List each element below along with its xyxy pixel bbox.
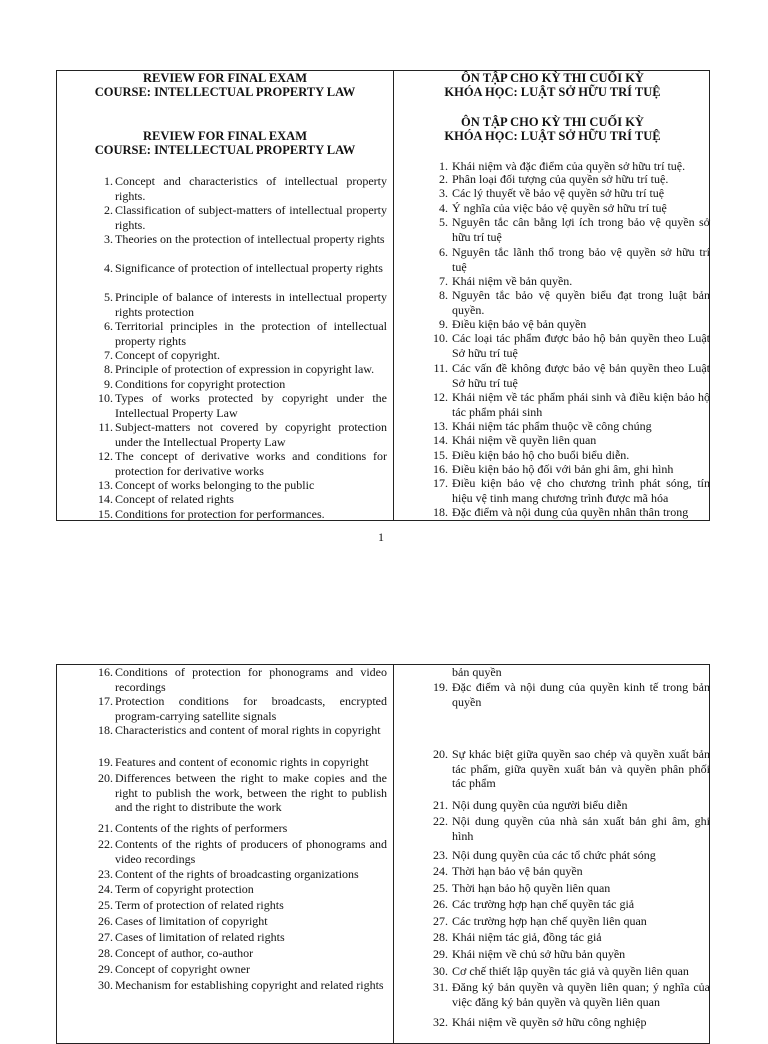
- list-item-text: Contents of the rights of performers: [115, 821, 288, 835]
- list-item: [439, 201, 710, 216]
- list-item-text: Khái niệm về quyền liên quan: [452, 433, 597, 447]
- list-item-text: Nội dung quyền của người biểu diễn: [452, 798, 628, 812]
- list-item-number: 18.: [433, 505, 448, 519]
- list-item-text: Concept of related rights: [115, 492, 234, 506]
- list-item-number: 20.: [433, 747, 448, 761]
- list-item: [104, 232, 387, 247]
- list-item-number: 26.: [433, 897, 448, 911]
- list-item-text: Concept of copyright.: [115, 348, 220, 362]
- list-item-number: 29.: [433, 947, 448, 961]
- list-item: [433, 361, 710, 390]
- list-item: [433, 980, 710, 1009]
- list-item-number: 11.: [433, 361, 448, 375]
- list-item: [98, 723, 387, 738]
- list-item-text: Điều kiện bảo hộ cho buổi biểu diễn.: [452, 448, 630, 462]
- list-item-text: Các lý thuyết về bảo vệ quyền sở hữu trí tuệ: [452, 186, 665, 200]
- list-item-text: Characteristics and content of moral rights in copyright: [115, 723, 381, 737]
- list-item-text: Conditions for protection for performances.: [115, 507, 325, 521]
- list-item-number: 8.: [104, 362, 113, 376]
- list-item-text: Cases of limitation of related rights: [115, 930, 285, 944]
- list-item-number: 24.: [98, 882, 113, 896]
- list-item-number: 2.: [104, 203, 113, 217]
- list-item: [433, 419, 710, 434]
- list-item-text: Nội dung quyền của nhà sản xuất bản ghi âm, ghi hình: [452, 814, 710, 843]
- list-item-text: Term of protection of related rights: [115, 898, 284, 912]
- list-item-number: 26.: [98, 914, 113, 928]
- list-item-text: Classification of subject-matters of intellectual property rights.: [115, 203, 387, 232]
- list-item: [433, 930, 710, 945]
- list-item-number: 3.: [104, 232, 113, 246]
- list-item-text: Nguyên tắc lãnh thổ trong bảo vệ quyền sở hữu trí tuệ: [452, 245, 710, 274]
- list-item-text: Điều kiện bảo vệ cho chương trình phát sóng, tín hiệu vệ tinh mang chương trình được mã hóa: [452, 476, 710, 505]
- list-item-text: Thời hạn bảo hộ quyền liên quan: [452, 881, 611, 895]
- list-item-number: 30.: [433, 964, 448, 978]
- list-item: [104, 290, 387, 319]
- list-item-number: 23.: [98, 867, 113, 881]
- list-item-number: 6.: [104, 319, 113, 333]
- list-item-number: 5.: [439, 215, 448, 229]
- list-item-number: 14.: [433, 433, 448, 447]
- list-item: [433, 505, 710, 520]
- list-item-number: 31.: [433, 980, 448, 994]
- list-item-number: 2.: [439, 172, 448, 186]
- vietnamese-heading-2: ÔN TẬP CHO KỲ THI CUỐI KỲ KHÓA HỌC: LUẬT SỞ HỮU TRÍ TUỆ: [444, 115, 661, 143]
- list-item-text: Khái niệm về chủ sở hữu bản quyền: [452, 947, 626, 961]
- list-item-text: Term of copyright protection: [115, 882, 254, 896]
- page2-table: [56, 664, 710, 1044]
- list-item: [433, 897, 710, 912]
- list-item-number: 7.: [104, 348, 113, 362]
- list-item: [98, 821, 387, 836]
- page1-table: [56, 70, 710, 521]
- list-item: [439, 186, 710, 201]
- list-item: [104, 174, 387, 203]
- list-item-number: 16.: [98, 665, 113, 679]
- list-item-text: Concept of copyright owner: [115, 962, 250, 976]
- english-heading-1: REVIEW FOR FINAL EXAM COURSE: INTELLECTUAL PROPERTY LAW: [94, 71, 356, 99]
- list-item-number: 1.: [439, 159, 448, 173]
- list-item: [433, 390, 710, 419]
- list-item-text: Conditions of protection for phonograms and video recordings: [115, 665, 387, 694]
- list-item-text: Theories on the protection of intellectual property rights: [115, 232, 385, 246]
- list-item-number: 5.: [104, 290, 113, 304]
- list-item-text: Protection conditions for broadcasts, encrypted program-carrying satellite signals: [115, 694, 387, 723]
- list-item: [439, 274, 710, 289]
- list-item: [98, 694, 387, 723]
- list-item-text: Nguyên tắc bảo vệ quyền biểu đạt trong luật bản quyền.: [452, 288, 710, 317]
- list-item-text: The concept of derivative works and conditions for protection for derivative works: [115, 449, 387, 478]
- list-item-text: Khái niệm về tác phẩm phái sinh và điều kiện bảo hộ tác phẩm phái sinh: [452, 390, 710, 419]
- list-item-number: 13.: [433, 419, 448, 433]
- list-item: [98, 914, 387, 929]
- list-item: [104, 377, 387, 392]
- list-item-number: 17.: [433, 476, 448, 490]
- list-item: [98, 449, 387, 478]
- list-item-text: Conditions for copyright protection: [115, 377, 286, 391]
- list-item-number: 19.: [98, 755, 113, 769]
- list-item-number: 8.: [439, 288, 448, 302]
- list-item: [98, 930, 387, 945]
- list-item-text: Khái niệm về quyền sở hữu công nghiệp: [452, 1015, 647, 1029]
- list-item: [433, 462, 710, 477]
- list-item-text: Khái niệm tác giả, đồng tác giả: [452, 930, 602, 944]
- list-item-number: 10.: [433, 331, 448, 345]
- list-item-number: 14.: [98, 492, 113, 506]
- list-item-text: Các loại tác phẩm được bảo hộ bản quyền theo Luật Sở hữu trí tuệ: [452, 331, 710, 360]
- list-item: [98, 771, 387, 815]
- list-item: [98, 492, 387, 507]
- list-item: [439, 245, 710, 274]
- list-item-number: 11.: [98, 420, 113, 434]
- list-item-number: 22.: [433, 814, 448, 828]
- list-item-number: 21.: [433, 798, 448, 812]
- list-item-text: Differences between the right to make copies and the right to publish the work, between the right to publish and the right to distribute the work: [115, 771, 387, 814]
- list-item-text: Điều kiện bảo vệ bản quyền: [452, 317, 587, 331]
- list-item-number: 9.: [104, 377, 113, 391]
- list-item-number: 32.: [433, 1015, 448, 1029]
- list-item: [98, 478, 387, 493]
- list-item: [433, 864, 710, 879]
- list-item: [433, 914, 710, 929]
- list-item: [98, 962, 387, 977]
- list-item-text: Phân loại đối tượng của quyền sở hữu trí tuệ.: [452, 172, 669, 186]
- list-item: [104, 348, 387, 363]
- list-item-number: 6.: [439, 245, 448, 259]
- list-item: [433, 798, 710, 813]
- list-item-number: 28.: [98, 946, 113, 960]
- list-item-number: 21.: [98, 821, 113, 835]
- list-item: [433, 747, 710, 791]
- list-item: [433, 1015, 710, 1030]
- list-item: [98, 978, 387, 993]
- list-item-text: Principle of protection of expression in copyright law.: [115, 362, 375, 376]
- list-item: [439, 172, 710, 187]
- page-number: 1: [378, 530, 384, 544]
- list-item-text: Đặc điểm và nội dung của quyền kinh tế trong bản quyền: [452, 680, 710, 709]
- list-item-text: Cơ chế thiết lập quyền tác giả và quyền liên quan: [452, 964, 689, 978]
- list-item-text: Ý nghĩa của việc bảo vệ quyền sở hữu trí tuệ: [452, 201, 667, 215]
- list-item-number: 15.: [433, 448, 448, 462]
- list-item-number: 22.: [98, 837, 113, 851]
- list-item-number: 7.: [439, 274, 448, 288]
- list-item-text: Types of works protected by copyright under the Intellectual Property Law: [115, 391, 387, 420]
- list-item-number: 18.: [98, 723, 113, 737]
- list-item: [439, 317, 710, 332]
- list-item: [98, 867, 387, 882]
- list-item-text: Khái niệm về bản quyền.: [452, 274, 573, 288]
- list-item-text: Các trường hợp hạn chế quyền tác giả: [452, 897, 635, 911]
- list-item-number: 19.: [433, 680, 448, 694]
- list-item-number: 13.: [98, 478, 113, 492]
- list-item-number: 27.: [433, 914, 448, 928]
- list-item-text: Các trường hợp hạn chế quyền liên quan: [452, 914, 647, 928]
- column-divider: [393, 665, 394, 1043]
- list-item-number: 4.: [104, 261, 113, 275]
- list-item-text: Contents of the rights of producers of phonograms and video recordings: [115, 837, 387, 866]
- list-item: [439, 215, 710, 244]
- list-item-number: 30.: [98, 978, 113, 992]
- list-item-text: Concept of works belonging to the public: [115, 478, 315, 492]
- list-item-text: Sự khác biệt giữa quyền sao chép và quyền xuất bản tác phẩm, giữa quyền xuất bản và quyền phân phối tác phẩm: [452, 747, 710, 790]
- list-item-text: Concept and characteristics of intellectual property rights.: [115, 174, 387, 203]
- list-item-number: 12.: [98, 449, 113, 463]
- list-item: [98, 946, 387, 961]
- list-item-text: Territorial principles in the protection of intellectual property rights: [115, 319, 387, 348]
- list-item-number: 29.: [98, 962, 113, 976]
- list-item-number: 27.: [98, 930, 113, 944]
- list-item: [433, 680, 710, 709]
- list-item: [433, 448, 710, 463]
- list-item-number: 1.: [104, 174, 113, 188]
- list-item-number: 12.: [433, 390, 448, 404]
- list-item: [433, 814, 710, 843]
- list-item-text: Significance of protection of intellectual property rights: [115, 261, 383, 275]
- list-item-text: Subject-matters not covered by copyright protection under the Intellectual Property Law: [115, 420, 387, 449]
- list-item: [104, 203, 387, 232]
- list-item-number: 10.: [98, 391, 113, 405]
- list-item: [98, 665, 387, 694]
- list-item-text: Các vấn đề không được bảo vệ bản quyền theo Luật Sở hữu trí tuệ: [452, 361, 710, 390]
- continuation-text: bản quyền: [452, 665, 502, 679]
- list-item-text: Khái niệm và đặc điểm của quyền sở hữu trí tuệ.: [452, 159, 686, 173]
- list-item: [98, 420, 387, 449]
- list-item-text: Điều kiện bảo hộ đối với bản ghi âm, ghi hình: [452, 462, 674, 476]
- list-item: [104, 362, 387, 377]
- list-item-text: Nguyên tắc cân bằng lợi ích trong bảo vệ quyền sở hữu trí tuệ: [452, 215, 710, 244]
- list-item: [433, 476, 710, 505]
- list-item-number: 24.: [433, 864, 448, 878]
- list-item-number: 25.: [98, 898, 113, 912]
- list-item: [104, 261, 387, 276]
- list-item: [98, 882, 387, 897]
- list-item: [433, 433, 710, 448]
- list-item: [433, 881, 710, 896]
- list-item-number: 25.: [433, 881, 448, 895]
- list-item-number: 15.: [98, 507, 113, 521]
- list-item: [98, 898, 387, 913]
- list-item: [433, 947, 710, 962]
- list-item-number: 28.: [433, 930, 448, 944]
- english-heading-2: REVIEW FOR FINAL EXAM COURSE: INTELLECTUAL PROPERTY LAW: [94, 129, 356, 157]
- list-item-text: Content of the rights of broadcasting organizations: [115, 867, 359, 881]
- list-item: [98, 755, 387, 770]
- list-item: [433, 848, 710, 863]
- list-item-number: 20.: [98, 771, 113, 785]
- list-item: [433, 964, 710, 979]
- list-item-text: Features and content of economic rights in copyright: [115, 755, 369, 769]
- list-item-text: Mechanism for establishing copyright and related rights: [115, 978, 384, 992]
- vietnamese-heading-1: ÔN TẬP CHO KỲ THI CUỐI KỲ KHÓA HỌC: LUẬT SỞ HỮU TRÍ TUỆ: [444, 71, 661, 99]
- list-item-text: Đăng ký bản quyền và quyền liên quan; ý nghĩa của việc đăng ký bản quyền và quyền liên quan: [452, 980, 710, 1009]
- list-item-number: 23.: [433, 848, 448, 862]
- list-item-text: Khái niệm tác phẩm thuộc về công chúng: [452, 419, 652, 433]
- list-item-text: Đặc điểm và nội dung của quyền nhân thân trong: [452, 505, 689, 519]
- list-item: [104, 319, 387, 348]
- list-item-number: 4.: [439, 201, 448, 215]
- list-item-text: Principle of balance of interests in intellectual property rights protection: [115, 290, 387, 319]
- list-item-text: Nội dung quyền của các tổ chức phát sóng: [452, 848, 656, 862]
- list-item: [98, 507, 387, 522]
- list-item: [98, 391, 387, 420]
- list-item-text: Thời hạn bảo vệ bản quyền: [452, 864, 583, 878]
- list-item-number: 3.: [439, 186, 448, 200]
- list-item-text: Concept of author, co-author: [115, 946, 254, 960]
- list-item-text: Cases of limitation of copyright: [115, 914, 268, 928]
- list-item-number: 9.: [439, 317, 448, 331]
- list-item: [98, 837, 387, 866]
- list-item-number: 17.: [98, 694, 113, 708]
- list-item: [439, 288, 710, 317]
- list-item: [433, 331, 710, 360]
- list-item-number: 16.: [433, 462, 448, 476]
